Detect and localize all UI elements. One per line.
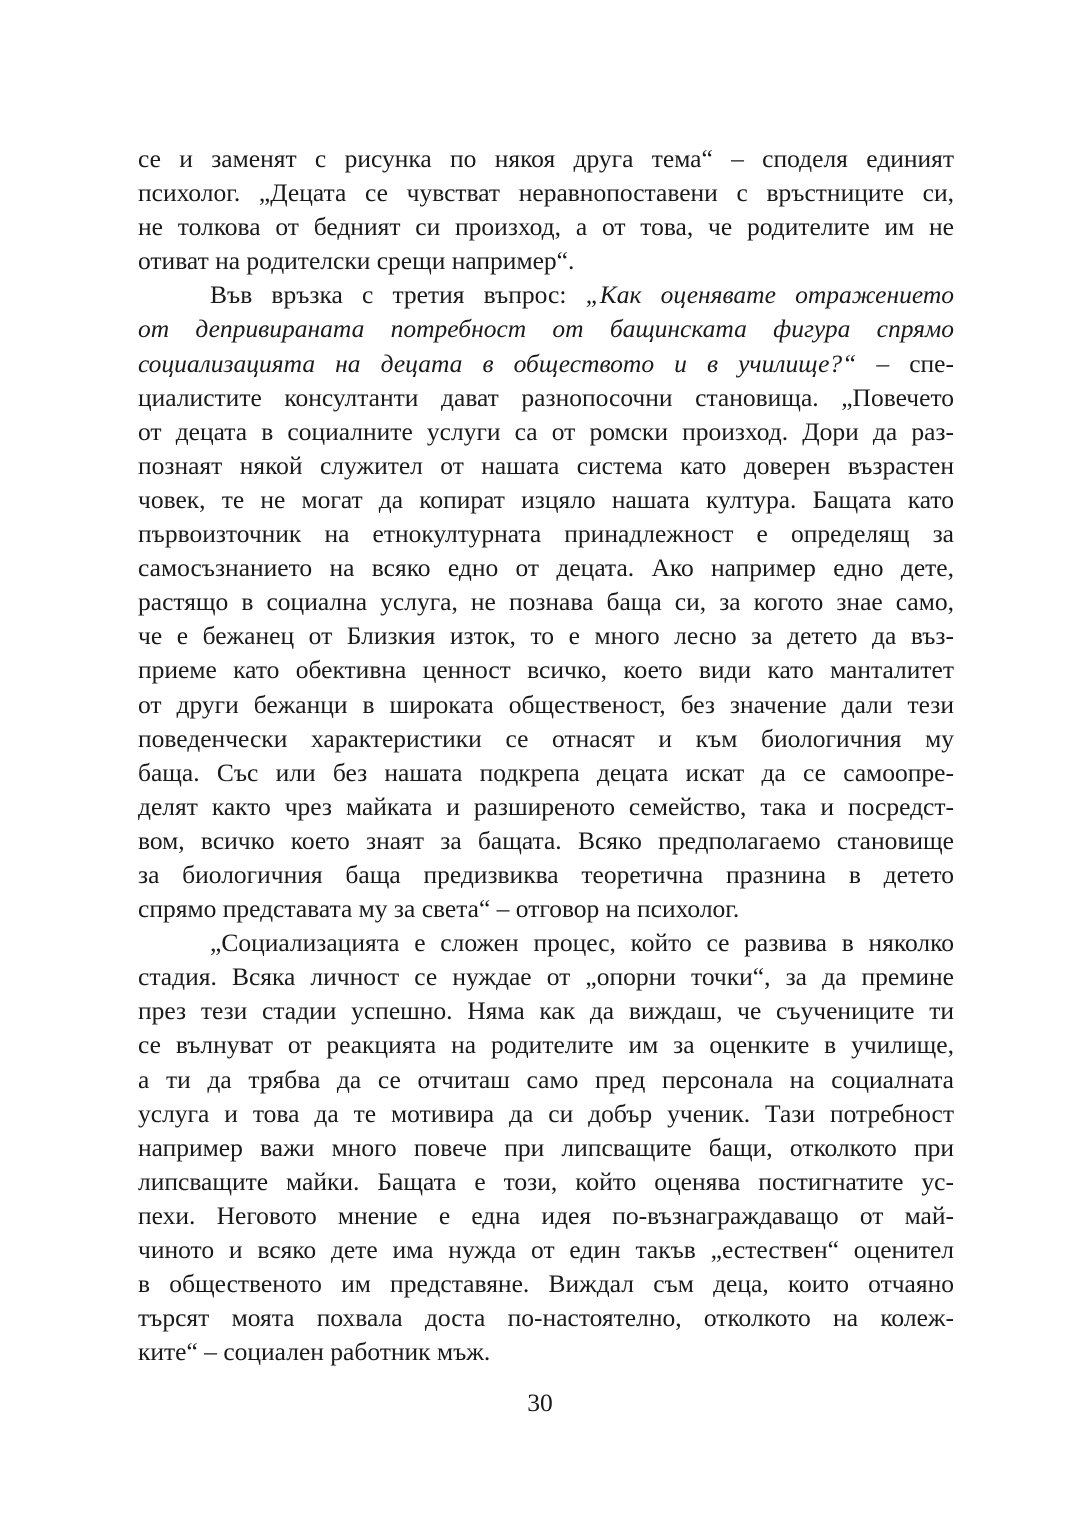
text-segment: че е бежанец от Близкия изток, то е много лесно за детето да въз- (138, 621, 954, 651)
text-line (138, 824, 954, 858)
text-segment: отиват на родителски срещи например“. (138, 246, 575, 276)
text-line (138, 585, 954, 619)
text-line (138, 347, 954, 381)
text-segment: вом, всичко което знаят за бащата. Всяко предполагаемо становище (138, 825, 954, 855)
text-segment: през тези стадии успешно. Няма как да виждаш, че съучениците ти (138, 996, 954, 1026)
paragraph (138, 926, 954, 1369)
italic-quote-segment: от депривираната потребност от бащинската фигура спрямо (138, 314, 954, 344)
text-line (138, 688, 954, 722)
text-line (138, 926, 954, 960)
text-segment: от децата в социалните услуги са от ромски произход. Дори да раз- (138, 416, 954, 446)
text-line (138, 142, 954, 176)
text-segment: а ти да трябва да се отчиташ само пред персонала на социалната (138, 1064, 954, 1094)
text-segment: се вълнуват от реакцията на родителите им за оценките в училище, (138, 1030, 954, 1060)
text-line (138, 1165, 954, 1199)
paragraph (138, 278, 954, 926)
text-line (138, 960, 954, 994)
text-segment: от други бежанци в широката общественост, без значение дали тези (138, 689, 954, 719)
text-line (138, 381, 954, 415)
text-segment: пехи. Неговото мнение е една идея по-възнаграждаващо от май- (138, 1200, 954, 1230)
text-segment: не толкова от бедният си произход, а от това, че родителите им не (138, 212, 954, 242)
text-line (138, 449, 954, 483)
text-segment: човек, те не могат да копират изцяло нашата култура. Бащата като (138, 484, 954, 514)
text-line (138, 483, 954, 517)
text-line (138, 1301, 954, 1335)
text-segment: се и заменят с рисунка по някоя друга тема“ – споделя единият (138, 144, 954, 173)
text-segment: чиното и всяко дете има нужда от един такъв „естествен“ оценител (138, 1235, 954, 1264)
text-segment: стадия. Всяка личност се нуждае от „опорни точки“, за да премине (138, 962, 954, 992)
text-line (138, 722, 954, 756)
text-line (138, 1063, 954, 1097)
text-segment: за биологичния баща предизвиква теоретична празнина в детето (138, 859, 954, 889)
text-line (138, 1199, 954, 1233)
text-segment: делят както чрез майката и разширеното семейство, така и посредст- (138, 791, 954, 821)
text-line (138, 244, 954, 278)
text-line (138, 790, 954, 824)
text-segment: психолог. „Децата се чувстват неравнопоставени с връстниците си, (138, 178, 954, 208)
text-segment: баща. Със или без нашата подкрепа децата искат да се самоопре- (138, 757, 954, 787)
page-number: 30 (527, 1388, 553, 1417)
text-line (138, 994, 954, 1028)
text-line (138, 1233, 954, 1267)
text-segment: поведенчески характеристики се отнасят и към биологичния му (138, 723, 954, 753)
text-line (138, 858, 954, 892)
text-segment: например важи много повече при липсващите бащи, отколкото при (138, 1132, 954, 1162)
text-line (138, 517, 954, 551)
text-line (138, 415, 954, 449)
text-segment: в общественото им представяне. Виждал съм деца, които отчаяно (138, 1269, 954, 1299)
text-line (138, 756, 954, 790)
text-segment: самосъзнанието на всяко едно от децата. Ако например едно дете, (138, 553, 954, 583)
text-line (138, 278, 954, 312)
text-segment: услуга и това да те мотивира да си добър ученик. Тази потребност (138, 1098, 954, 1128)
text-segment: търсят моята похвала доста по-настоятелно, отколкото на колеж- (138, 1303, 954, 1333)
text-segment: „Социализацията е сложен процес, който се развива в няколко (210, 928, 954, 958)
text-segment: ките“ – социален работник мъж. (138, 1337, 491, 1367)
text-segment: – спе- (856, 348, 954, 378)
text-line (138, 312, 954, 346)
text-segment: Във връзка с третия въпрос: (210, 280, 586, 310)
text-segment: растящо в социална услуга, не познава баща си, за когото знае само, (138, 587, 954, 617)
text-line (138, 1028, 954, 1062)
text-line (138, 653, 954, 687)
body-text (138, 142, 954, 1369)
text-line (138, 892, 954, 926)
text-line (138, 551, 954, 585)
text-line (138, 1131, 954, 1165)
text-line (138, 210, 954, 244)
paragraph (138, 142, 954, 278)
text-segment: приеме като обективна ценност всичко, което види като манталитет (138, 655, 954, 685)
text-segment: познаят някой служител от нашата система като доверен възрастен (138, 450, 954, 480)
text-line (138, 1097, 954, 1131)
text-segment: липсващите майки. Бащата е този, който оценява постигнатите ус- (138, 1166, 954, 1196)
text-line (138, 619, 954, 653)
text-segment: циалистите консултанти дават разнопосочни становища. „Повечето (138, 382, 954, 412)
text-line (138, 1267, 954, 1301)
text-segment: първоизточник на етнокултурната принадлежност е определящ за (138, 519, 954, 549)
text-segment: спрямо представата му за света“ – отговор на психолог. (138, 894, 740, 924)
text-line (138, 176, 954, 210)
text-line (138, 1335, 954, 1369)
italic-quote-segment: социализацията на децата в обществото и в училище?“ (138, 348, 857, 378)
italic-quote-segment: „Как оценявате отражението (585, 280, 954, 310)
